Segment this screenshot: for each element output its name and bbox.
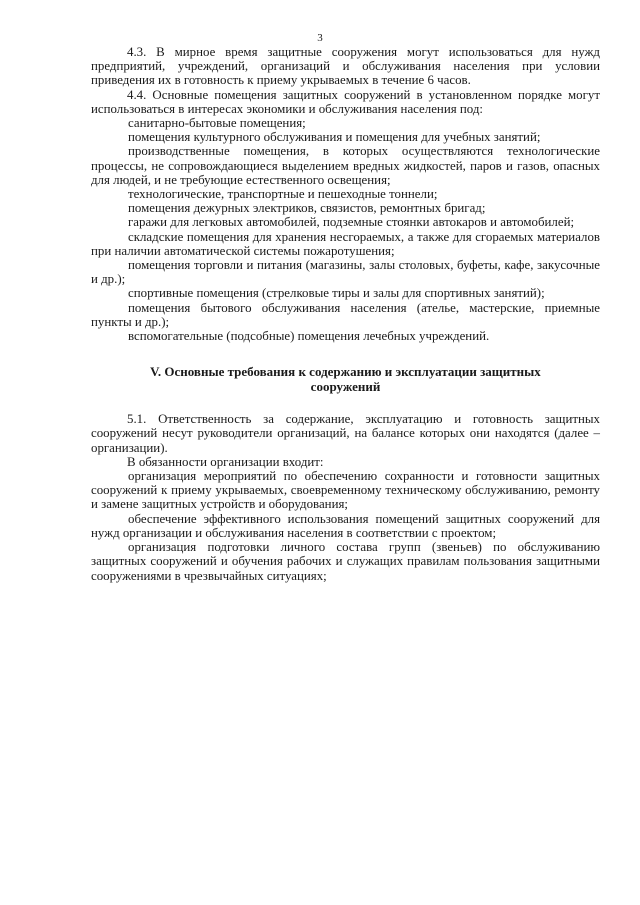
list-item: санитарно-бытовые помещения; [128, 116, 306, 131]
paragraph-4-3: 4.3. В мирное время защитные сооружения могут использоваться для нужд предприятий, учреждений, организаций и обслуживания населения при условии приведения их в готовность к приему укрываемых в течение 6 часов. [91, 45, 600, 88]
paragraph-5-1: 5.1. Ответственность за содержание, эксплуатацию и готовность защитных сооружений несут руководители организаций, на балансе которых они находятся (далее – организации). [91, 412, 600, 455]
document-body [91, 45, 600, 583]
page-number: 3 [317, 32, 323, 44]
list-item: производственные помещения, в которых осуществляются технологические процессы, не сопровождающиеся выделением вредных жидкостей, паров и газов, опасных для людей, и не требующие естественного освещения; [91, 144, 600, 187]
list-item: помещения культурного обслуживания и помещения для учебных занятий; [128, 130, 541, 145]
list-item: организация подготовки личного состава групп (звеньев) по обслуживанию защитных сооружений и обучения рабочих и служащих правилам пользования защитными сооружениями в чрезвычайных ситуациях; [91, 540, 600, 583]
paragraph-duties-intro: В обязанности организации входит: [127, 454, 324, 469]
list-item: помещения дежурных электриков, связистов, ремонтных бригад; [128, 201, 486, 216]
list-item: помещения торговли и питания (магазины, залы столовых, буфеты, кафе, закусочные и др.); [91, 258, 600, 287]
paragraph-4-4: 4.4. Основные помещения защитных сооружений в установленном порядке могут использоваться в интересах экономики и обслуживания населения под: [91, 87, 600, 116]
list-item: вспомогательные (подсобные) помещения лечебных учреждений. [128, 329, 490, 344]
list-item: технологические, транспортные и пешеходные тоннели; [128, 187, 438, 202]
section-heading: V. Основные требования к содержанию и эксплуатации защитных сооружений [150, 364, 541, 394]
list-item: спортивные помещения (стрелковые тиры и залы для спортивных занятий); [128, 286, 545, 301]
list-item: помещения бытового обслуживания населения (ателье, мастерские, приемные пункты и др.); [91, 300, 600, 329]
list-item: складские помещения для хранения несгораемых, а также для сгораемых материалов при наличии автоматической системы пожаротушения; [91, 229, 600, 258]
list-item: обеспечение эффективного использования помещений защитных сооружений для нужд организации и обслуживания населения в соответствии с проектом; [91, 511, 600, 540]
list-item: организация мероприятий по обеспечению сохранности и готовности защитных сооружений к приему укрываемых, своевременному техническому обслуживанию, ремонту и замене защитных устройств и оборудования; [91, 469, 600, 512]
list-item: гаражи для легковых автомобилей, подземные стоянки автокаров и автомобилей; [128, 215, 575, 230]
